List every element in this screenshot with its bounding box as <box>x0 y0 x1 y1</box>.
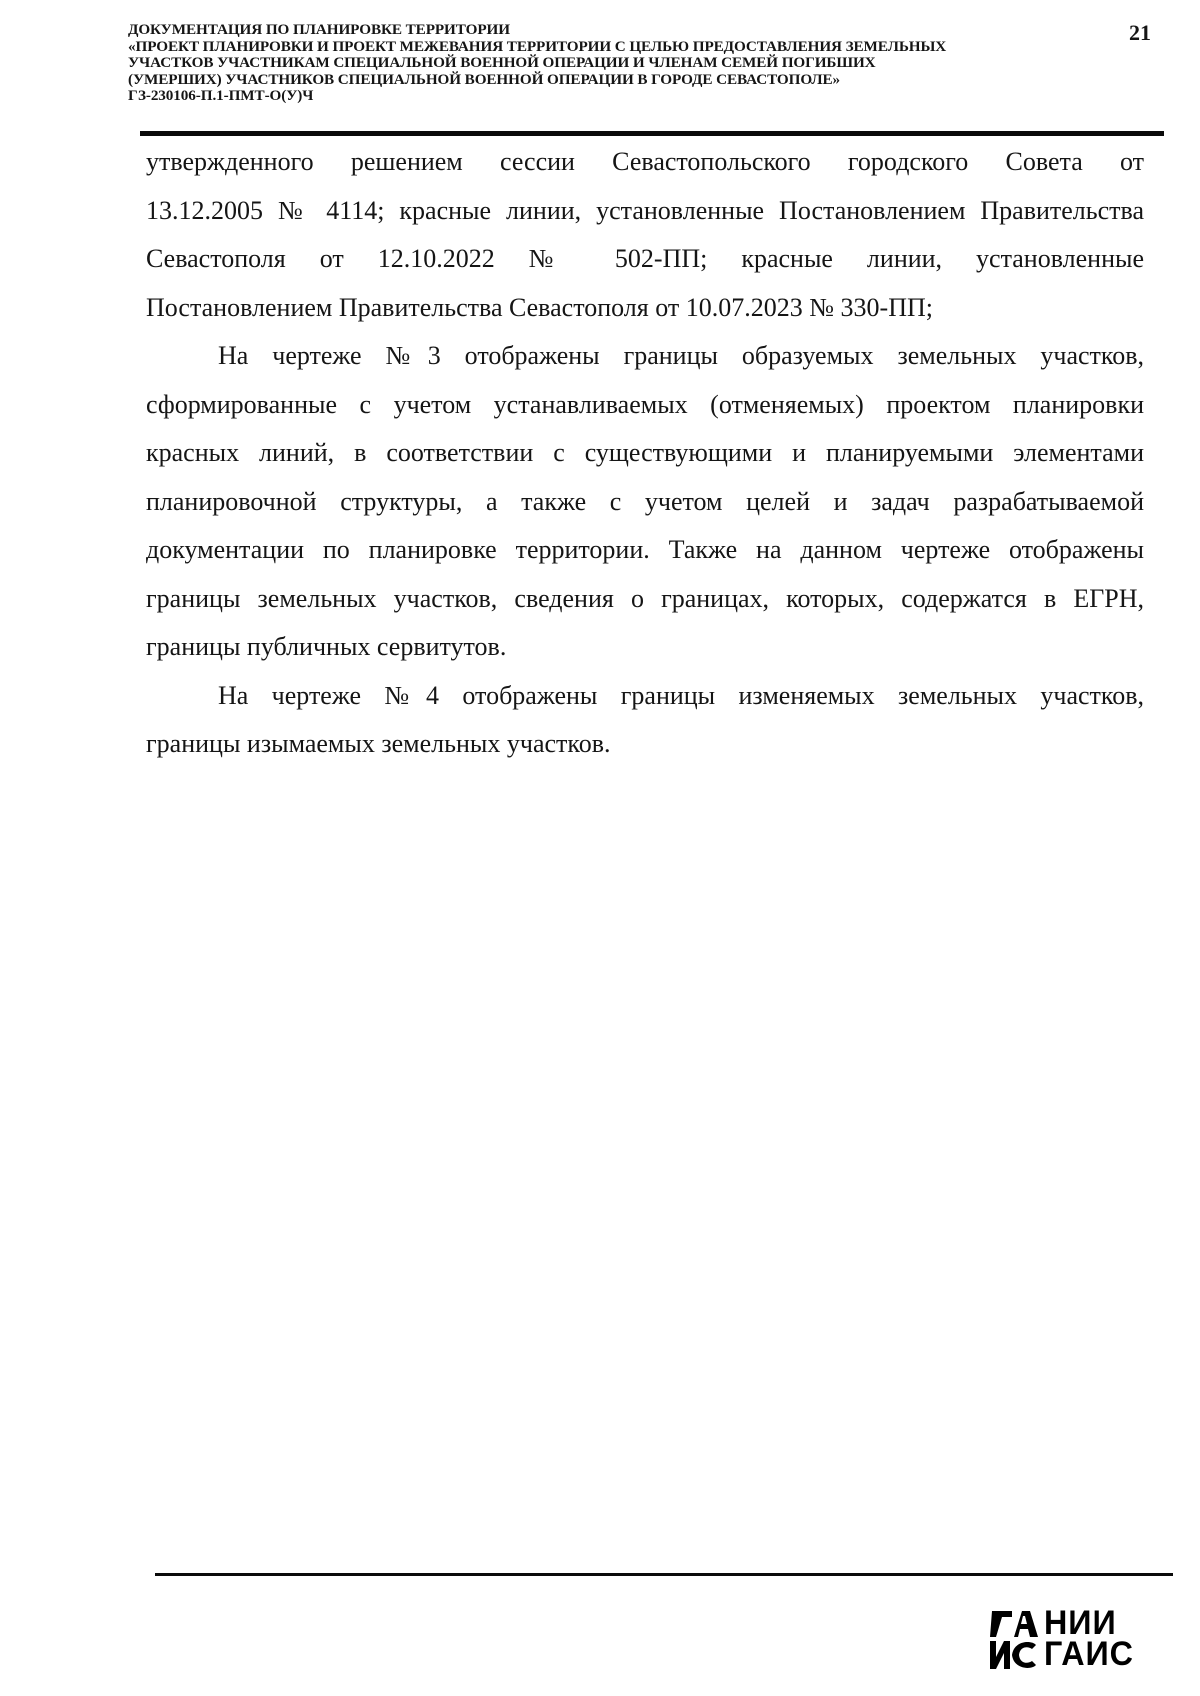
paragraph-drawing-3 <box>146 332 1144 672</box>
footer-divider <box>155 1573 1173 1576</box>
text-line: Севастополя от 12.10.2022 № 502-ПП; красные линии, установленные <box>146 244 1144 273</box>
text-line: На чертеже №4 отображены границы изменяемых земельных участков, <box>218 680 1144 710</box>
text-line: Постановлением Правительства Севастополя от 10.07.2023 № 330-ПП; <box>146 292 933 322</box>
nii-gais-logo <box>990 1604 1170 1674</box>
text-line: границы земельных участков, сведения о границах, которых, содержатся в ЕГРН, <box>146 583 1144 613</box>
text-line: сформированные с учетом устанавливаемых (отменяемых) проектом планировки <box>146 389 1144 419</box>
logo-line-gais: ГАИС <box>1044 1635 1134 1673</box>
header-project-line: (УМЕРШИХ) УЧАСТНИКОВ СПЕЦИАЛЬНОЙ ВОЕННОЙ ОПЕРАЦИИ В ГОРОДЕ СЕВАСТОПОЛЕ» <box>128 70 841 88</box>
text-line: границы изымаемых земельных участков. <box>146 729 611 758</box>
header-project-line: «ПРОЕКТ ПЛАНИРОВКИ И ПРОЕКТ МЕЖЕВАНИЯ ТЕРРИТОРИИ С ЦЕЛЬЮ ПРЕДОСТАВЛЕНИЯ ЗЕМЕЛЬНЫХ <box>128 37 947 55</box>
gais-logo-mark-icon <box>990 1607 1038 1671</box>
text-line: планировочной структуры, а также с учетом целей и задач разрабатываемой <box>146 486 1144 516</box>
document-header <box>128 22 1088 105</box>
logo-wordmark <box>1044 1604 1134 1673</box>
paragraph-red-lines <box>146 138 1144 332</box>
logo-line-nii: НИИ <box>1044 1604 1117 1642</box>
text-line: границы публичных сервитутов. <box>146 632 507 661</box>
header-document-code: ГЗ-230106-П.1-ПМТ-О(У)Ч <box>128 87 314 105</box>
text-line: утвержденного решением сессии Севастопольского городского Совета от <box>146 147 1144 176</box>
page-number: 21 <box>1129 20 1151 45</box>
text-line: 13.12.2005 № 4114; красные линии, установленные Постановлением Правительства <box>146 195 1144 225</box>
text-line: На чертеже №3 отображены границы образуемых земельных участков, <box>218 341 1144 370</box>
paragraph-drawing-4 <box>146 672 1144 769</box>
header-title-line: ДОКУМЕНТАЦИЯ ПО ПЛАНИРОВКЕ ТЕРРИТОРИИ <box>128 21 510 38</box>
document-body <box>146 138 1144 769</box>
text-line: документации по планировке территории. Также на данном чертеже отображены <box>146 535 1144 564</box>
text-line: красных линий, в соответствии с существующими и планируемыми элементами <box>146 438 1144 467</box>
header-divider <box>140 131 1164 136</box>
header-project-line: УЧАСТКОВ УЧАСТНИКАМ СПЕЦИАЛЬНОЙ ВОЕННОЙ ОПЕРАЦИИ И ЧЛЕНАМ СЕМЕЙ ПОГИБШИХ <box>128 54 876 72</box>
